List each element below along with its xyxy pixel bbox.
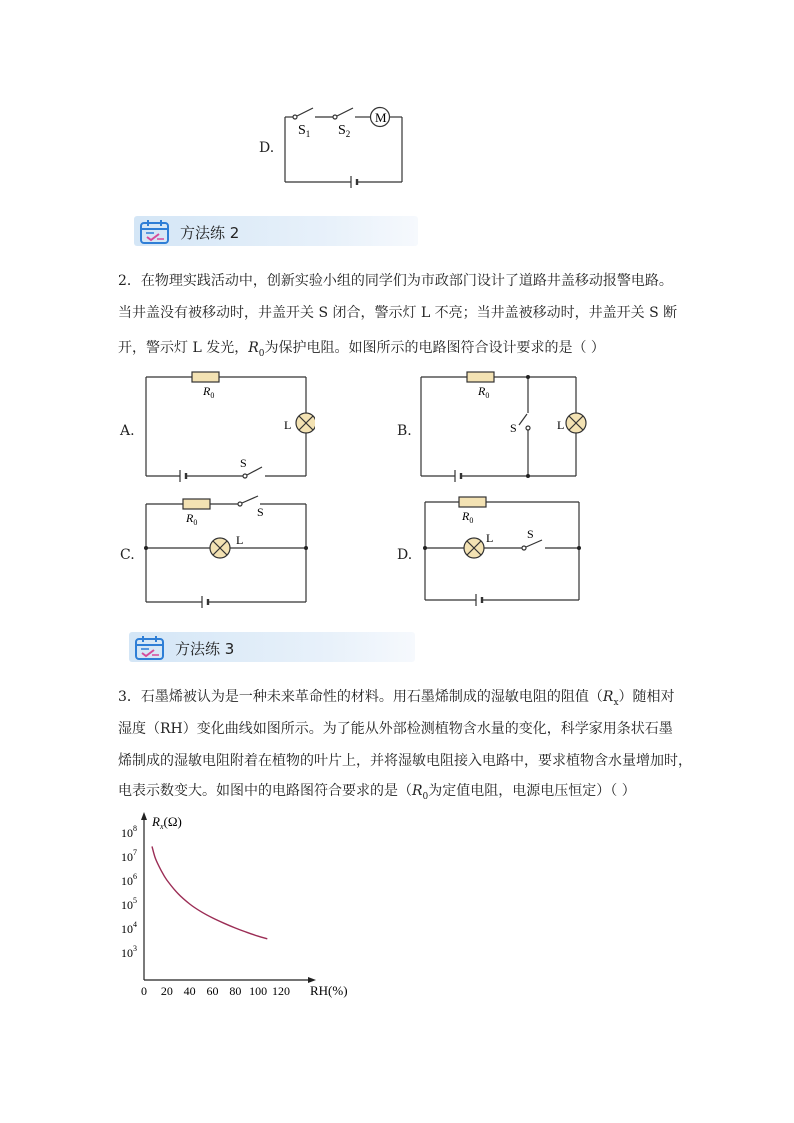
calendar-check-icon bbox=[138, 218, 172, 246]
y-tick-label: $10^8$ bbox=[121, 824, 137, 840]
x-axis-label: RH(%) bbox=[310, 983, 348, 998]
q2-option-c-letter: C. bbox=[120, 547, 135, 563]
s2-label: $S_2$ bbox=[338, 123, 351, 139]
x-tick-label: 80 bbox=[229, 984, 242, 998]
q2-option-a-letter: A. bbox=[120, 423, 135, 439]
x-tick-label: 120 bbox=[272, 984, 290, 998]
y-tick-label: $10^4$ bbox=[121, 920, 137, 936]
q3-line2: 湿度（RH）变化曲线如图所示。为了能从外部检测植物含水量的变化，科学家用条状石墨 bbox=[118, 721, 673, 737]
q2-option-a-circuit bbox=[140, 368, 315, 488]
lamp-label: L bbox=[236, 533, 244, 547]
y-tick-label: $10^7$ bbox=[121, 848, 137, 864]
q1-option-d-circuit bbox=[275, 100, 415, 190]
y-tick-label: $10^6$ bbox=[121, 872, 137, 888]
r0-label: $R_0$ bbox=[478, 384, 490, 400]
y-tick-label: $10^5$ bbox=[121, 896, 137, 912]
q2-line2: 当井盖没有被移动时，井盖开关 S 闭合，警示灯 L 不亮；当井盖被移动时，井盖开关 S 断 bbox=[118, 305, 678, 321]
y-axis-arrow bbox=[141, 812, 147, 820]
y-axis-label: $R_x(\Omega)$ bbox=[152, 814, 182, 831]
q2-line1: 2．在物理实践活动中，创新实验小组的同学们为市政部门设计了道路井盖移动报警电路。 bbox=[118, 273, 673, 289]
y-tick-label: $10^3$ bbox=[121, 944, 137, 960]
q1-option-d-letter: D. bbox=[259, 140, 275, 156]
q2-option-d-letter: D. bbox=[397, 547, 413, 563]
q3-line3: 烯制成的湿敏电阻附着在植物的叶片上，并将湿敏电阻接入电路中，要求植物含水量增加时， bbox=[118, 753, 692, 769]
q3-line1: 3．石墨烯被认为是一种未来革命性的材料。用石墨烯制成的湿敏电阻的阻值$(R_x)$随相对 bbox=[118, 689, 675, 708]
switch-label: S bbox=[510, 421, 517, 435]
q2-option-d-circuit bbox=[419, 492, 594, 612]
motor-label: M bbox=[375, 110, 387, 125]
switch-label: S bbox=[257, 505, 264, 519]
rx-rh-chart bbox=[110, 808, 370, 1008]
s1-label: $S_1$ bbox=[298, 123, 311, 139]
r0-label: $R_0$ bbox=[462, 509, 474, 525]
section2-title: 方法练 2 bbox=[180, 224, 240, 242]
r0-label: $R_0$ bbox=[203, 384, 215, 400]
x-tick-label: 60 bbox=[206, 984, 219, 998]
x-tick-label: 40 bbox=[183, 984, 196, 998]
q2-option-c-circuit bbox=[140, 492, 315, 612]
switch-label: S bbox=[240, 456, 247, 470]
q3-line4: 电表示数变大。如图中的电路图符合要求的是（$R_0$为定值电阻，电源电压恒定）（ ） bbox=[118, 783, 636, 802]
section3-banner bbox=[129, 632, 415, 662]
lamp-label: L bbox=[284, 418, 292, 432]
calendar-check-icon bbox=[133, 634, 167, 662]
switch-label: S bbox=[527, 527, 534, 541]
chart-axes bbox=[141, 812, 316, 983]
section3-title: 方法练 3 bbox=[175, 640, 235, 658]
r0-label: $R_0$ bbox=[186, 511, 198, 527]
rx-curve bbox=[152, 846, 267, 938]
x-tick-label: 100 bbox=[249, 984, 268, 998]
lamp-label: L bbox=[486, 531, 494, 545]
q2-line3: 开，警示灯 L 发光，$R_0$为保护电阻。如图所示的电路图符合设计要求的是（ ） bbox=[118, 340, 605, 359]
q2-option-b-circuit bbox=[415, 368, 590, 488]
section2-banner bbox=[134, 216, 418, 246]
x-tick-label: 20 bbox=[160, 984, 173, 998]
q2-option-b-letter: B. bbox=[397, 423, 412, 439]
lamp-label: L bbox=[557, 418, 565, 432]
x-tick-label: 0 bbox=[141, 984, 147, 998]
